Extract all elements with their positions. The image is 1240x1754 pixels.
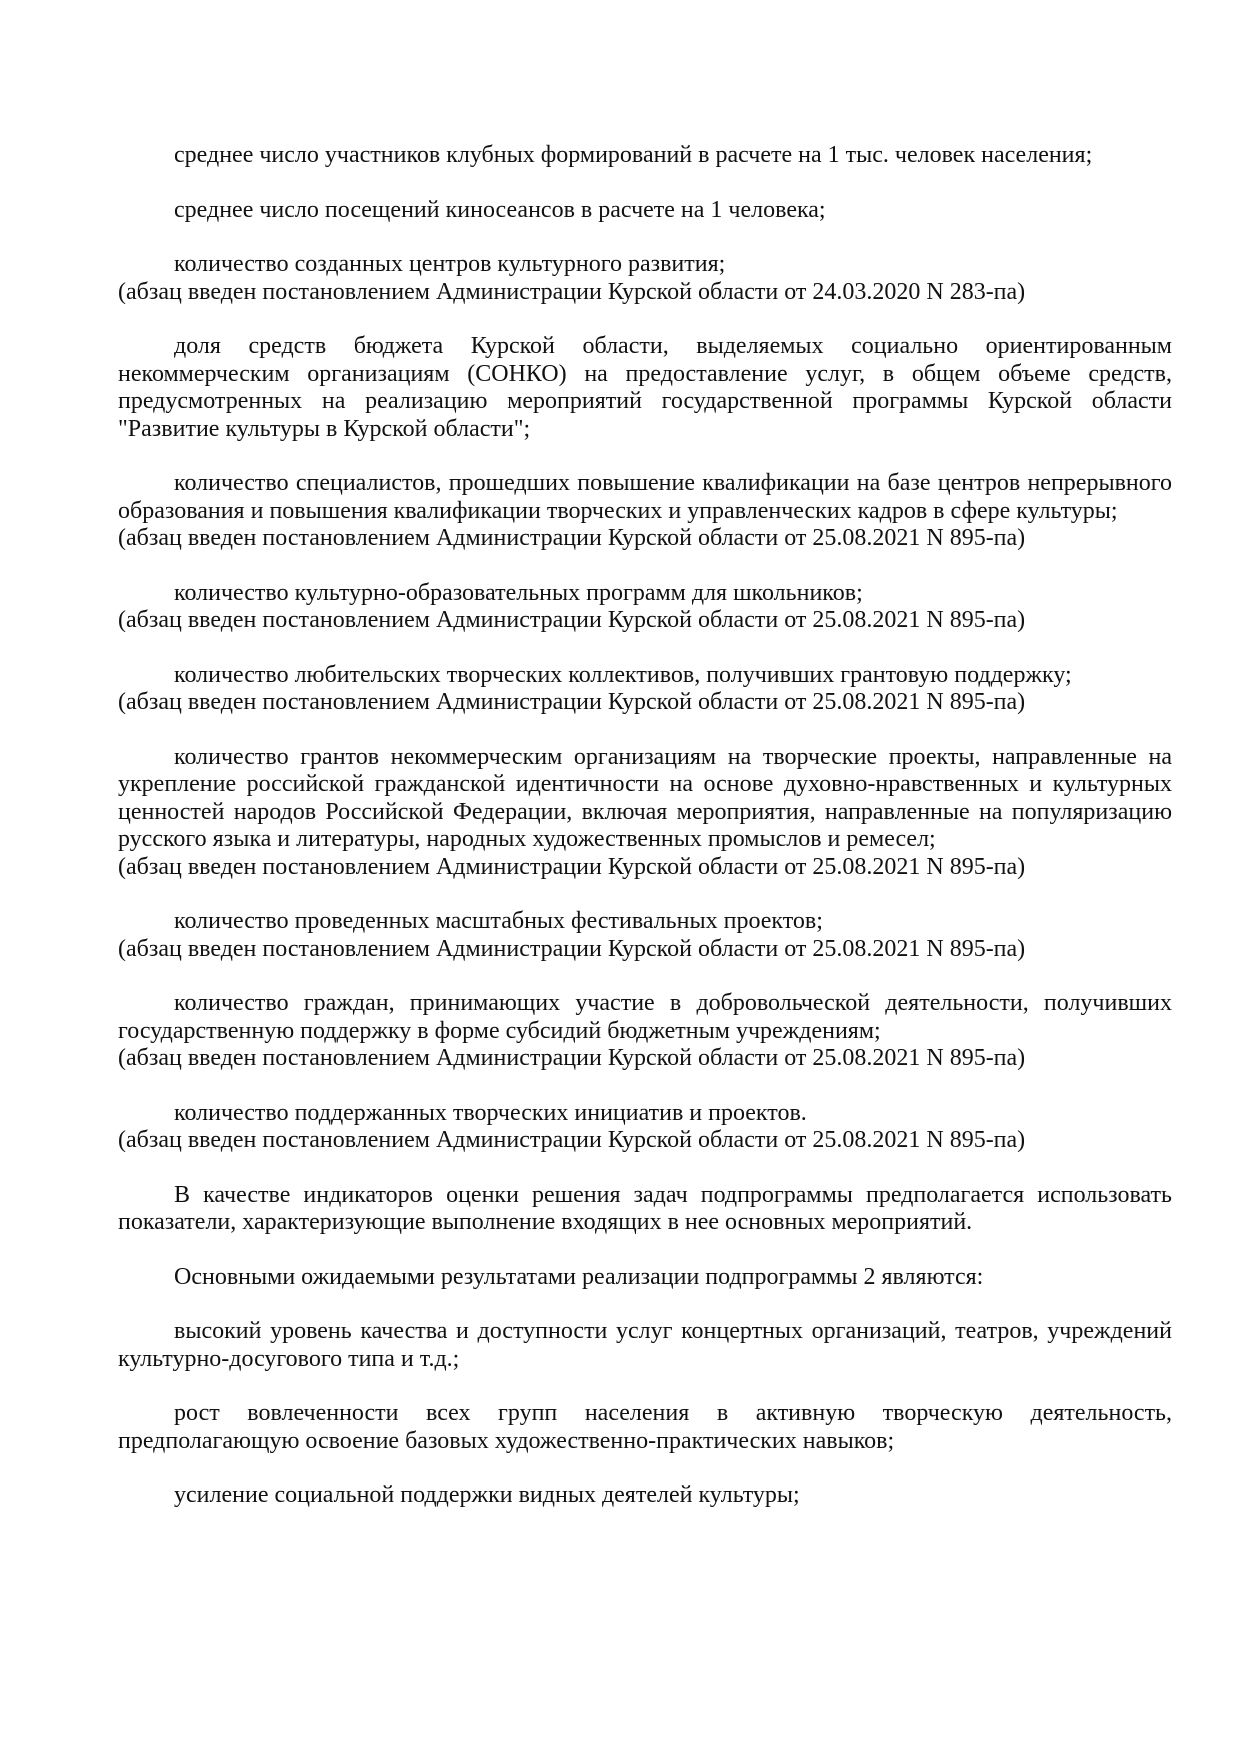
paragraph: доля средств бюджета Курской области, выделяемых социально ориентированным некоммерческим организациям (СОНКО) на предоставление услуг, в общем объеме средств, предусмотренных на реализацию мероприятий государственной программы Курской области "Развитие культуры в Курской области"; <box>118 333 1172 442</box>
paragraph-block <box>118 1400 1172 1455</box>
amendment-note: (абзац введен постановлением Администрации Курской области от 25.08.2021 N 895-па) <box>118 853 1026 880</box>
paragraph-block <box>118 662 1172 717</box>
paragraph: количество проведенных масштабных фестивальных проектов; <box>174 908 823 934</box>
paragraph: усиление социальной поддержки видных деятелей культуры; <box>174 1482 800 1508</box>
paragraph-block <box>118 580 1172 635</box>
paragraph-block <box>118 470 1172 553</box>
paragraph: количество специалистов, прошедших повышение квалификации на базе центров непрерывного образования и повышения квалификации творческих и управленческих кадров в сфере культуры; <box>118 470 1172 524</box>
paragraph: количество грантов некоммерческим организациям на творческие проекты, направленные на укрепление российской гражданской идентичности на основе духовно-нравственных и культурных ценностей народов Российской Федерации, включая мероприятия, направленные на популяризацию русского языка и литературы, народных художественных промыслов и ремесел; <box>118 743 1172 852</box>
paragraph-block <box>118 142 1172 170</box>
paragraph: среднее число посещений киносеансов в расчете на 1 человека; <box>174 196 826 223</box>
amendment-note: (абзац введен постановлением Администрации Курской области от 25.08.2021 N 895-па) <box>118 689 1026 715</box>
paragraph: Основными ожидаемыми результатами реализации подпрограммы 2 являются: <box>174 1263 984 1290</box>
paragraph-block <box>118 1482 1172 1510</box>
amendment-note: (абзац введен постановлением Администрации Курской области от 25.08.2021 N 895-па) <box>118 1045 1026 1071</box>
paragraph: количество культурно-образовательных программ для школьников; <box>174 579 863 606</box>
paragraph: высокий уровень качества и доступности услуг концертных организаций, театров, учреждений культурно-досугового типа и т.д.; <box>118 1318 1172 1372</box>
paragraph-block <box>118 990 1172 1073</box>
document-body <box>118 142 1172 1537</box>
paragraph: количество созданных центров культурного развития; <box>174 251 726 277</box>
amendment-note: (абзац введен постановлением Администрации Курской области от 24.03.2020 N 283-па) <box>118 278 1026 305</box>
paragraph: количество любительских творческих коллективов, получивших грантовую поддержку; <box>174 661 1072 688</box>
paragraph: среднее число участников клубных формирований в расчете на 1 тыс. человек населения; <box>174 142 1093 168</box>
paragraph: В качестве индикаторов оценки решения задач подпрограммы предполагается использовать показатели, характеризующие выполнение входящих в нее основных мероприятий. <box>118 1181 1172 1235</box>
paragraph-block <box>118 908 1172 963</box>
amendment-note: (абзац введен постановлением Администрации Курской области от 25.08.2021 N 895-па) <box>118 1127 1026 1153</box>
paragraph-block <box>118 1100 1172 1155</box>
paragraph-block <box>118 333 1172 443</box>
amendment-note: (абзац введен постановлением Администрации Курской области от 25.08.2021 N 895-па) <box>118 607 1026 633</box>
paragraph-block <box>118 251 1172 306</box>
amendment-note: (абзац введен постановлением Администрации Курской области от 25.08.2021 N 895-па) <box>118 935 1026 962</box>
paragraph-block <box>118 197 1172 225</box>
paragraph-block <box>118 1318 1172 1373</box>
paragraph: количество граждан, принимающих участие в добровольческой деятельности, получивших государственную поддержку в форме субсидий бюджетным учреждениям; <box>118 990 1172 1044</box>
amendment-note: (абзац введен постановлением Администрации Курской области от 25.08.2021 N 895-па) <box>118 525 1026 551</box>
paragraph-block <box>118 1182 1172 1237</box>
paragraph: рост вовлеченности всех групп населения в активную творческую деятельность, предполагающую освоение базовых художественно-практических навыков; <box>118 1400 1172 1454</box>
paragraph-block <box>118 1264 1172 1292</box>
paragraph: количество поддержанных творческих инициатив и проектов. <box>174 1099 807 1126</box>
paragraph-block <box>118 744 1172 882</box>
